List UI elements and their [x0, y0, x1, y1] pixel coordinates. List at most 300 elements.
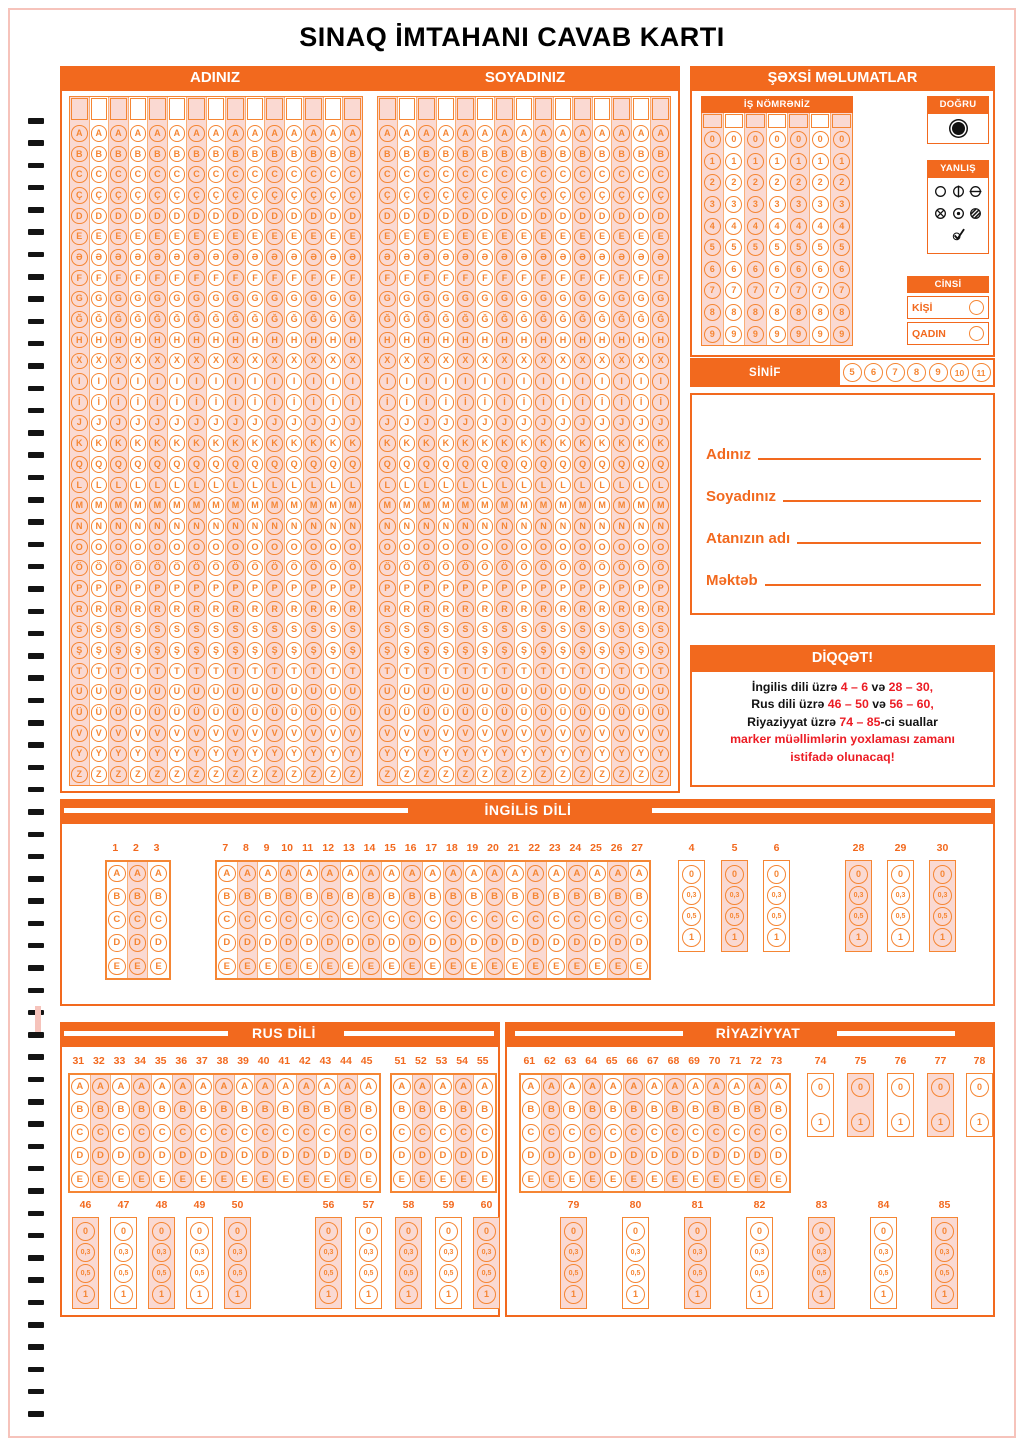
letter-bubble[interactable]: F [652, 270, 669, 287]
letter-bubble[interactable]: Ö [227, 560, 244, 577]
letter-bubble[interactable]: Ö [516, 560, 533, 577]
letter-bubble[interactable]: İ [188, 394, 205, 411]
letter-bubble[interactable]: J [91, 415, 108, 432]
letter-bubble[interactable]: Ö [555, 560, 572, 577]
score-bubble-0[interactable]: 0 [849, 865, 868, 884]
score-bubble-0[interactable]: 0 [767, 865, 786, 884]
score-bubble-0[interactable]: 0 [725, 865, 744, 884]
name-char-box[interactable] [149, 98, 166, 120]
grade-bubble[interactable]: 11 [972, 363, 991, 382]
letter-bubble[interactable]: C [188, 166, 205, 183]
letter-bubble[interactable]: A [594, 125, 611, 142]
letter-bubble[interactable]: M [188, 497, 205, 514]
letter-bubble[interactable]: İ [110, 394, 127, 411]
letter-bubble[interactable]: Ə [399, 249, 416, 266]
digit-bubble[interactable]: 8 [769, 304, 786, 321]
answer-bubble-A[interactable]: A [298, 1078, 316, 1096]
answer-bubble-E[interactable]: E [383, 958, 401, 976]
letter-bubble[interactable]: Q [305, 456, 322, 473]
answer-bubble-D[interactable]: D [646, 1147, 664, 1165]
letter-bubble[interactable]: E [574, 229, 591, 246]
letter-bubble[interactable]: S [169, 622, 186, 639]
letter-bubble[interactable]: C [379, 166, 396, 183]
answer-bubble-C[interactable]: C [298, 1124, 316, 1142]
letter-bubble[interactable]: P [130, 580, 147, 597]
answer-bubble-A[interactable]: A [455, 1078, 473, 1096]
letter-bubble[interactable]: Z [438, 766, 455, 783]
letter-bubble[interactable]: R [91, 601, 108, 618]
letter-bubble[interactable]: Q [633, 456, 650, 473]
letter-bubble[interactable]: P [208, 580, 225, 597]
letter-bubble[interactable]: Ğ [594, 311, 611, 328]
score-bubble-1[interactable]: 1 [849, 928, 868, 947]
letter-bubble[interactable]: A [613, 125, 630, 142]
letter-bubble[interactable]: T [188, 663, 205, 680]
score-bubble-0,3[interactable]: 0,3 [477, 1243, 496, 1262]
letter-bubble[interactable]: E [613, 229, 630, 246]
letter-bubble[interactable]: Q [208, 456, 225, 473]
answer-bubble-B[interactable]: B [506, 888, 524, 906]
answer-bubble-E[interactable]: E [256, 1171, 274, 1189]
answer-bubble-E[interactable]: E [455, 1171, 473, 1189]
letter-bubble[interactable]: P [457, 580, 474, 597]
letter-bubble[interactable]: Q [71, 456, 88, 473]
letter-bubble[interactable]: Ü [535, 704, 552, 721]
score-bubble-0,5[interactable]: 0,5 [750, 1264, 769, 1283]
letter-bubble[interactable]: İ [91, 394, 108, 411]
letter-bubble[interactable]: N [110, 518, 127, 535]
letter-bubble[interactable]: V [652, 725, 669, 742]
letter-bubble[interactable]: Ç [418, 187, 435, 204]
letter-bubble[interactable]: S [130, 622, 147, 639]
letter-bubble[interactable]: Ü [130, 704, 147, 721]
answer-bubble-B[interactable]: B [609, 888, 627, 906]
letter-bubble[interactable]: Z [457, 766, 474, 783]
name-char-box[interactable] [535, 98, 552, 120]
letter-bubble[interactable]: İ [399, 394, 416, 411]
grade-bubble[interactable]: 7 [886, 363, 905, 382]
score-bubble-1[interactable]: 1 [439, 1285, 458, 1304]
letter-bubble[interactable]: F [594, 270, 611, 287]
letter-bubble[interactable]: Ş [344, 642, 361, 659]
letter-bubble[interactable]: K [555, 435, 572, 452]
answer-bubble-C[interactable]: C [393, 1124, 411, 1142]
letter-bubble[interactable]: Ü [555, 704, 572, 721]
answer-bubble-A[interactable]: A [414, 1078, 432, 1096]
digit-bubble[interactable]: 8 [704, 304, 721, 321]
answer-bubble-D[interactable]: D [486, 934, 504, 952]
letter-bubble[interactable]: R [555, 601, 572, 618]
letter-bubble[interactable]: Y [71, 746, 88, 763]
letter-bubble[interactable]: Z [418, 766, 435, 783]
digit-bubble[interactable]: 5 [769, 239, 786, 256]
answer-bubble-B[interactable]: B [195, 1101, 213, 1119]
letter-bubble[interactable]: R [169, 601, 186, 618]
answer-bubble-D[interactable]: D [527, 934, 545, 952]
answer-bubble-D[interactable]: D [71, 1147, 89, 1165]
answer-bubble-B[interactable]: B [259, 888, 277, 906]
letter-bubble[interactable]: Z [227, 766, 244, 783]
letter-bubble[interactable]: P [379, 580, 396, 597]
letter-bubble[interactable]: S [457, 622, 474, 639]
letter-bubble[interactable]: S [305, 622, 322, 639]
answer-bubble-B[interactable]: B [527, 888, 545, 906]
letter-bubble[interactable]: İ [594, 394, 611, 411]
letter-bubble[interactable]: T [457, 663, 474, 680]
answer-bubble-D[interactable]: D [215, 1147, 233, 1165]
letter-bubble[interactable]: I [188, 373, 205, 390]
letter-bubble[interactable]: I [516, 373, 533, 390]
letter-bubble[interactable]: Ü [613, 704, 630, 721]
letter-bubble[interactable]: X [286, 353, 303, 370]
letter-bubble[interactable]: Y [286, 746, 303, 763]
letter-bubble[interactable]: G [188, 291, 205, 308]
letter-bubble[interactable]: U [266, 684, 283, 701]
letter-bubble[interactable]: L [516, 477, 533, 494]
letter-bubble[interactable]: R [574, 601, 591, 618]
letter-bubble[interactable]: İ [266, 394, 283, 411]
letter-bubble[interactable]: K [247, 435, 264, 452]
letter-bubble[interactable]: U [71, 684, 88, 701]
letter-bubble[interactable]: C [286, 166, 303, 183]
letter-bubble[interactable]: V [247, 725, 264, 742]
letter-bubble[interactable]: T [266, 663, 283, 680]
letter-bubble[interactable]: B [91, 146, 108, 163]
letter-bubble[interactable]: G [208, 291, 225, 308]
letter-bubble[interactable]: C [399, 166, 416, 183]
letter-bubble[interactable]: Ş [305, 642, 322, 659]
digit-bubble[interactable]: 5 [747, 239, 764, 256]
letter-bubble[interactable]: Ş [325, 642, 342, 659]
letter-bubble[interactable]: A [496, 125, 513, 142]
answer-bubble-D[interactable]: D [259, 934, 277, 952]
answer-bubble-C[interactable]: C [424, 911, 442, 929]
answer-bubble-D[interactable]: D [195, 1147, 213, 1165]
letter-bubble[interactable]: O [438, 539, 455, 556]
letter-bubble[interactable]: T [208, 663, 225, 680]
letter-bubble[interactable]: E [633, 229, 650, 246]
digit-bubble[interactable]: 6 [812, 261, 829, 278]
name-char-box[interactable] [438, 98, 455, 120]
letter-bubble[interactable]: O [149, 539, 166, 556]
answer-bubble-A[interactable]: A [666, 1078, 684, 1096]
answer-bubble-A[interactable]: A [112, 1078, 130, 1096]
letter-bubble[interactable]: I [227, 373, 244, 390]
letter-bubble[interactable]: S [438, 622, 455, 639]
answer-bubble-E[interactable]: E [630, 958, 648, 976]
letter-bubble[interactable]: G [325, 291, 342, 308]
letter-bubble[interactable]: Ö [399, 560, 416, 577]
letter-bubble[interactable]: Z [555, 766, 572, 783]
letter-bubble[interactable]: U [325, 684, 342, 701]
score-bubble-0,5[interactable]: 0,5 [114, 1264, 133, 1283]
letter-bubble[interactable]: Ə [71, 249, 88, 266]
letter-bubble[interactable]: Ə [305, 249, 322, 266]
letter-bubble[interactable]: L [379, 477, 396, 494]
letter-bubble[interactable]: L [652, 477, 669, 494]
letter-bubble[interactable]: M [496, 497, 513, 514]
answer-bubble-C[interactable]: C [92, 1124, 110, 1142]
letter-bubble[interactable]: Ç [535, 187, 552, 204]
letter-bubble[interactable]: Ğ [188, 311, 205, 328]
answer-bubble-E[interactable]: E [584, 1171, 602, 1189]
letter-bubble[interactable]: K [286, 435, 303, 452]
letter-bubble[interactable]: H [477, 332, 494, 349]
letter-bubble[interactable]: L [71, 477, 88, 494]
digit-bubble[interactable]: 5 [812, 239, 829, 256]
letter-bubble[interactable]: Ə [344, 249, 361, 266]
letter-bubble[interactable]: L [130, 477, 147, 494]
answer-bubble-E[interactable]: E [108, 958, 126, 976]
digit-bubble[interactable]: 4 [747, 218, 764, 235]
letter-bubble[interactable]: I [477, 373, 494, 390]
letter-bubble[interactable]: A [286, 125, 303, 142]
digit-bubble[interactable]: 8 [747, 304, 764, 321]
score-bubble-1[interactable]: 1 [359, 1285, 378, 1304]
letter-bubble[interactable]: Ə [149, 249, 166, 266]
answer-bubble-A[interactable]: A [300, 865, 318, 883]
name-char-box[interactable] [169, 98, 186, 120]
letter-bubble[interactable]: A [91, 125, 108, 142]
score-bubble-1[interactable]: 1 [626, 1285, 645, 1304]
letter-bubble[interactable]: B [555, 146, 572, 163]
score-bubble-0[interactable]: 0 [152, 1222, 171, 1241]
digit-bubble[interactable]: 9 [812, 326, 829, 343]
score-bubble-0,3[interactable]: 0,3 [874, 1243, 893, 1262]
letter-bubble[interactable]: E [652, 229, 669, 246]
letter-bubble[interactable]: K [438, 435, 455, 452]
letter-bubble[interactable]: Ə [227, 249, 244, 266]
letter-bubble[interactable]: F [418, 270, 435, 287]
letter-bubble[interactable]: U [399, 684, 416, 701]
letter-bubble[interactable]: Ö [613, 560, 630, 577]
letter-bubble[interactable]: O [457, 539, 474, 556]
score-bubble-0,3[interactable]: 0,3 [682, 886, 701, 905]
letter-bubble[interactable]: Ç [555, 187, 572, 204]
grade-bubble[interactable]: 9 [929, 363, 948, 382]
answer-bubble-A[interactable]: A [239, 865, 257, 883]
letter-bubble[interactable]: Ə [438, 249, 455, 266]
answer-bubble-A[interactable]: A [625, 1078, 643, 1096]
answer-bubble-D[interactable]: D [445, 934, 463, 952]
letter-bubble[interactable]: L [286, 477, 303, 494]
letter-bubble[interactable]: Ü [633, 704, 650, 721]
letter-bubble[interactable]: I [91, 373, 108, 390]
letter-bubble[interactable]: H [344, 332, 361, 349]
letter-bubble[interactable]: Ş [247, 642, 264, 659]
letter-bubble[interactable]: Ğ [169, 311, 186, 328]
letter-bubble[interactable]: N [227, 518, 244, 535]
letter-bubble[interactable]: F [110, 270, 127, 287]
letter-bubble[interactable]: R [110, 601, 127, 618]
letter-bubble[interactable]: P [633, 580, 650, 597]
letter-bubble[interactable]: E [286, 229, 303, 246]
letter-bubble[interactable]: E [91, 229, 108, 246]
letter-bubble[interactable]: L [188, 477, 205, 494]
answer-bubble-C[interactable]: C [403, 911, 421, 929]
letter-bubble[interactable]: G [71, 291, 88, 308]
letter-bubble[interactable]: İ [652, 394, 669, 411]
letter-bubble[interactable]: F [208, 270, 225, 287]
answer-bubble-C[interactable]: C [108, 911, 126, 929]
letter-bubble[interactable]: Ö [496, 560, 513, 577]
letter-bubble[interactable]: C [594, 166, 611, 183]
answer-bubble-C[interactable]: C [362, 911, 380, 929]
letter-bubble[interactable]: O [418, 539, 435, 556]
score-bubble-0[interactable]: 0 [319, 1222, 338, 1241]
letter-bubble[interactable]: Ğ [379, 311, 396, 328]
letter-bubble[interactable]: A [149, 125, 166, 142]
letter-bubble[interactable]: O [110, 539, 127, 556]
letter-bubble[interactable]: L [247, 477, 264, 494]
name-char-box[interactable] [574, 98, 591, 120]
digit-bubble[interactable]: 9 [704, 326, 721, 343]
answer-bubble-B[interactable]: B [424, 888, 442, 906]
letter-bubble[interactable]: S [613, 622, 630, 639]
score-bubble-0,3[interactable]: 0,3 [228, 1243, 247, 1262]
answer-bubble-E[interactable]: E [666, 1171, 684, 1189]
score-bubble-0[interactable]: 0 [626, 1222, 645, 1241]
letter-bubble[interactable]: J [438, 415, 455, 432]
answer-bubble-C[interactable]: C [256, 1124, 274, 1142]
answer-bubble-A[interactable]: A [129, 865, 147, 883]
letter-bubble[interactable]: Z [652, 766, 669, 783]
score-bubble-0,5[interactable]: 0,5 [190, 1264, 209, 1283]
letter-bubble[interactable]: G [457, 291, 474, 308]
answer-bubble-B[interactable]: B [112, 1101, 130, 1119]
score-bubble-0,5[interactable]: 0,5 [626, 1264, 645, 1283]
letter-bubble[interactable]: Ö [594, 560, 611, 577]
letter-bubble[interactable]: Ö [286, 560, 303, 577]
digit-bubble[interactable]: 6 [790, 261, 807, 278]
letter-bubble[interactable]: Ö [247, 560, 264, 577]
answer-bubble-D[interactable]: D [298, 1147, 316, 1165]
letter-bubble[interactable]: P [516, 580, 533, 597]
letter-bubble[interactable]: D [266, 208, 283, 225]
letter-bubble[interactable]: Ü [418, 704, 435, 721]
score-bubble-0,3[interactable]: 0,3 [849, 886, 868, 905]
letter-bubble[interactable]: I [149, 373, 166, 390]
letter-bubble[interactable]: E [496, 229, 513, 246]
letter-bubble[interactable]: Z [516, 766, 533, 783]
letter-bubble[interactable]: H [438, 332, 455, 349]
letter-bubble[interactable]: U [496, 684, 513, 701]
answer-bubble-C[interactable]: C [465, 911, 483, 929]
letter-bubble[interactable]: O [286, 539, 303, 556]
letter-bubble[interactable]: B [344, 146, 361, 163]
letter-bubble[interactable]: Q [110, 456, 127, 473]
name-char-box[interactable] [227, 98, 244, 120]
score-bubble-0,5[interactable]: 0,5 [688, 1264, 707, 1283]
score-bubble-1[interactable]: 1 [811, 1113, 830, 1132]
digit-bubble[interactable]: 2 [833, 174, 850, 191]
score-bubble-0[interactable]: 0 [682, 865, 701, 884]
letter-bubble[interactable]: N [399, 518, 416, 535]
name-char-box[interactable] [188, 98, 205, 120]
answer-bubble-C[interactable]: C [342, 911, 360, 929]
letter-bubble[interactable]: Y [613, 746, 630, 763]
letter-bubble[interactable]: X [149, 353, 166, 370]
letter-bubble[interactable]: X [555, 353, 572, 370]
digit-bubble[interactable]: 7 [790, 282, 807, 299]
gender-bubble[interactable] [969, 326, 984, 341]
letter-bubble[interactable]: Ü [457, 704, 474, 721]
letter-bubble[interactable]: N [633, 518, 650, 535]
letter-bubble[interactable]: U [438, 684, 455, 701]
letter-bubble[interactable]: B [379, 146, 396, 163]
letter-bubble[interactable]: F [71, 270, 88, 287]
letter-bubble[interactable]: Ç [574, 187, 591, 204]
answer-bubble-D[interactable]: D [318, 1147, 336, 1165]
gender-bubble[interactable] [969, 300, 984, 315]
answer-bubble-D[interactable]: D [630, 934, 648, 952]
letter-bubble[interactable]: Ü [247, 704, 264, 721]
score-bubble-0,3[interactable]: 0,3 [319, 1243, 338, 1262]
letter-bubble[interactable]: M [149, 497, 166, 514]
letter-bubble[interactable]: N [496, 518, 513, 535]
letter-bubble[interactable]: S [91, 622, 108, 639]
letter-bubble[interactable]: İ [633, 394, 650, 411]
answer-bubble-D[interactable]: D [707, 1147, 725, 1165]
answer-bubble-C[interactable]: C [506, 911, 524, 929]
digit-bubble[interactable]: 6 [769, 261, 786, 278]
grade-bubble[interactable]: 10 [950, 363, 969, 382]
digit-bubble[interactable]: 8 [790, 304, 807, 321]
letter-bubble[interactable]: K [208, 435, 225, 452]
letter-bubble[interactable]: Ə [535, 249, 552, 266]
letter-bubble[interactable]: N [555, 518, 572, 535]
digit-bubble[interactable]: 4 [833, 218, 850, 235]
digit-bubble[interactable]: 6 [704, 261, 721, 278]
letter-bubble[interactable]: R [208, 601, 225, 618]
letter-bubble[interactable]: C [516, 166, 533, 183]
letter-bubble[interactable]: E [169, 229, 186, 246]
answer-bubble-A[interactable]: A [256, 1078, 274, 1096]
letter-bubble[interactable]: U [516, 684, 533, 701]
name-char-box[interactable] [418, 98, 435, 120]
letter-bubble[interactable]: V [555, 725, 572, 742]
letter-bubble[interactable]: V [208, 725, 225, 742]
letter-bubble[interactable]: X [613, 353, 630, 370]
answer-bubble-E[interactable]: E [465, 958, 483, 976]
letter-bubble[interactable]: Ü [227, 704, 244, 721]
answer-bubble-A[interactable]: A [749, 1078, 767, 1096]
answer-bubble-C[interactable]: C [770, 1124, 788, 1142]
letter-bubble[interactable]: F [130, 270, 147, 287]
letter-bubble[interactable]: F [344, 270, 361, 287]
letter-bubble[interactable]: Ç [247, 187, 264, 204]
answer-bubble-E[interactable]: E [129, 958, 147, 976]
letter-bubble[interactable]: Y [227, 746, 244, 763]
letter-bubble[interactable]: L [535, 477, 552, 494]
letter-bubble[interactable]: O [555, 539, 572, 556]
answer-bubble-C[interactable]: C [543, 1124, 561, 1142]
letter-bubble[interactable]: B [633, 146, 650, 163]
letter-bubble[interactable]: Z [286, 766, 303, 783]
letter-bubble[interactable]: B [130, 146, 147, 163]
letter-bubble[interactable]: A [516, 125, 533, 142]
digit-bubble[interactable]: 2 [812, 174, 829, 191]
answer-bubble-C[interactable]: C [236, 1124, 254, 1142]
answer-bubble-C[interactable]: C [728, 1124, 746, 1142]
score-bubble-0,5[interactable]: 0,5 [767, 907, 786, 926]
answer-bubble-B[interactable]: B [153, 1101, 171, 1119]
answer-bubble-E[interactable]: E [150, 958, 168, 976]
score-bubble-0,5[interactable]: 0,5 [152, 1264, 171, 1283]
answer-bubble-B[interactable]: B [434, 1101, 452, 1119]
score-bubble-1[interactable]: 1 [76, 1285, 95, 1304]
letter-bubble[interactable]: R [496, 601, 513, 618]
